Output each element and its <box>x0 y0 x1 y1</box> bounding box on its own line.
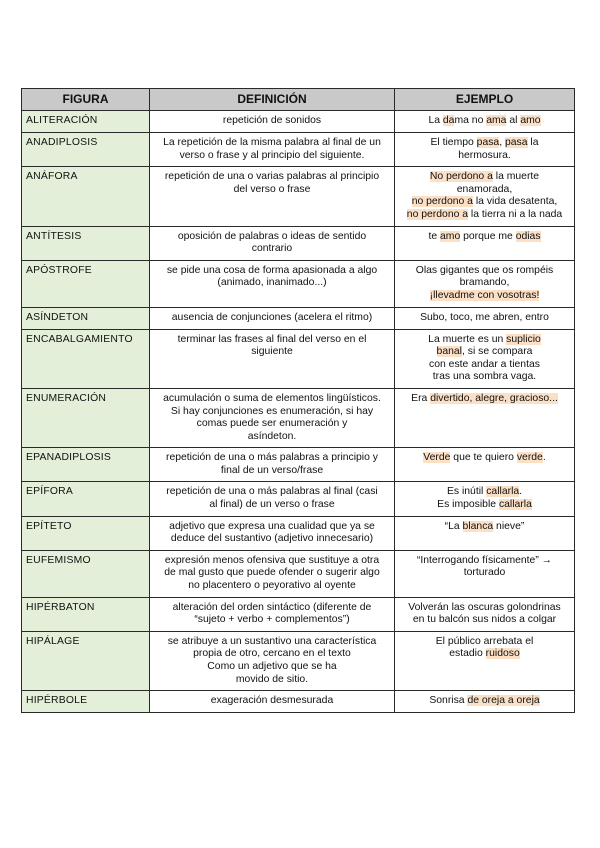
definition-line: al final) de un verso o frase <box>209 499 335 511</box>
example-highlight: da <box>442 115 455 126</box>
example-line <box>400 171 569 184</box>
figure-definition <box>150 597 395 631</box>
figure-example <box>395 550 575 597</box>
example-highlight: de oreja a oreja <box>467 695 540 707</box>
definition-line: de mal gusto que puede ofender o sugerir algo <box>164 567 380 579</box>
example-highlight: ¡llevadme con vosotras! <box>429 289 540 301</box>
example-highlight: Verde <box>423 452 451 464</box>
example-line <box>400 648 569 661</box>
figure-definition <box>150 448 395 482</box>
example-text: con este andar a tientas <box>429 358 540 370</box>
example-line <box>400 371 569 384</box>
figure-name: ALITERACIÓN <box>22 111 150 133</box>
example-highlight: no perdono a <box>411 196 473 208</box>
figure-name: HIPÉRBOLE <box>22 691 150 713</box>
example-line <box>400 636 569 649</box>
definition-line: alteración del orden sintáctico (diferente de <box>172 601 372 613</box>
figure-example <box>395 111 575 133</box>
example-highlight: pasa <box>505 137 528 148</box>
example-line <box>400 196 569 209</box>
table-row <box>22 133 575 167</box>
figure-name: EPÍFORA <box>22 482 150 516</box>
example-line <box>400 265 569 278</box>
example-highlight: odias <box>515 230 541 242</box>
table-row <box>22 307 575 329</box>
example-highlight: suplicio <box>506 333 541 345</box>
figure-definition <box>150 307 395 329</box>
definition-line: se atribuye a un sustantivo una característica <box>167 635 377 647</box>
definition-line: ausencia de conjunciones (acelera el ritmo) <box>171 311 373 323</box>
figures-table <box>21 88 575 713</box>
example-highlight: banal <box>436 346 462 358</box>
definition-line: Como un adjetivo que se ha <box>207 661 337 672</box>
example-text: Es inútil <box>446 486 487 498</box>
figure-name: ANADIPLOSIS <box>22 133 150 167</box>
figure-name: ANTÍTESIS <box>22 226 150 260</box>
figure-definition <box>150 167 395 226</box>
example-text: . <box>519 486 523 498</box>
definition-line: verso o frase y al principio del siguiente. <box>179 149 365 161</box>
example-highlight: callarla <box>498 499 532 511</box>
example-text: te <box>428 230 441 242</box>
example-line <box>400 231 569 244</box>
example-text: “La <box>444 520 463 532</box>
example-text: la muerte <box>492 171 540 183</box>
example-line <box>400 555 569 568</box>
example-highlight: divertido, alegre, gracioso... <box>430 392 558 404</box>
definition-line: contrario <box>251 243 293 255</box>
table-row <box>22 388 575 447</box>
example-line <box>400 602 569 615</box>
table-row <box>22 329 575 388</box>
table-row <box>22 550 575 597</box>
figure-name: ENCABALGAMIENTO <box>22 329 150 388</box>
definition-line: adjetivo que expresa una cualidad que ya se <box>169 520 375 532</box>
example-text: porque me <box>460 230 516 242</box>
example-highlight: No perdono a <box>429 171 493 183</box>
example-line <box>400 452 569 465</box>
example-line <box>400 184 569 197</box>
example-highlight: amo <box>520 115 541 126</box>
example-line <box>400 290 569 303</box>
table-row <box>22 226 575 260</box>
header-row <box>22 89 575 111</box>
header-definicion: DEFINICIÓN <box>150 89 395 111</box>
example-line <box>400 486 569 499</box>
figure-example <box>395 307 575 329</box>
example-line <box>400 499 569 512</box>
example-text: . <box>542 452 546 464</box>
figure-example <box>395 691 575 713</box>
figure-example <box>395 260 575 307</box>
example-highlight: no perdono a <box>406 208 469 220</box>
example-highlight: amo <box>440 230 461 242</box>
example-line <box>400 521 569 534</box>
example-highlight: blanca <box>462 520 494 532</box>
definition-line: expresión menos ofensiva que sustituye a otra <box>164 554 380 566</box>
definition-line: deduce del sustantivo (adjetivo innecesario) <box>170 533 374 545</box>
table-row <box>22 631 575 690</box>
example-text: La muerte es un <box>428 333 507 345</box>
figure-name: ASÍNDETON <box>22 307 150 329</box>
figure-definition <box>150 133 395 167</box>
definition-line: propia de otro, cercano en el texto <box>193 648 351 660</box>
figure-definition <box>150 691 395 713</box>
table-body <box>22 111 575 713</box>
example-text: Subo, toco, me abren, entro <box>420 311 549 323</box>
figure-definition <box>150 260 395 307</box>
definition-line: del verso o frase <box>233 183 311 195</box>
table-row <box>22 111 575 133</box>
example-text: , si se compara <box>461 346 533 358</box>
example-text: El tiempo <box>430 137 477 148</box>
figure-name: APÓSTROFE <box>22 260 150 307</box>
definition-line: asíndeton. <box>247 430 297 442</box>
figure-name: ENUMERACIÓN <box>22 388 150 447</box>
example-text: , <box>499 137 505 148</box>
example-line <box>400 359 569 372</box>
definition-line: siguiente <box>251 346 293 358</box>
definition-line: repetición de una o varias palabras al principio <box>164 171 380 183</box>
example-text: Sonrisa <box>429 695 468 707</box>
definition-line: acumulación o suma de elementos lingüísticos. <box>163 392 381 404</box>
example-text: ma no <box>454 115 487 126</box>
example-text: al <box>506 115 521 126</box>
figure-name: HIPÁLAGE <box>22 631 150 690</box>
example-highlight: callarla <box>486 486 520 498</box>
example-text: torturado <box>463 567 506 579</box>
example-text: enamorada, <box>456 183 513 195</box>
table-row <box>22 597 575 631</box>
figure-example <box>395 329 575 388</box>
table-row <box>22 482 575 516</box>
figure-definition <box>150 329 395 388</box>
figure-name: ANÁFORA <box>22 167 150 226</box>
definition-line: oposición de palabras o ideas de sentido <box>177 230 367 242</box>
figure-example <box>395 482 575 516</box>
definition-line: se pide una cosa de forma apasionada a algo <box>166 264 378 276</box>
figure-definition <box>150 482 395 516</box>
figure-name: EPANADIPLOSIS <box>22 448 150 482</box>
table-row <box>22 516 575 550</box>
figure-definition <box>150 111 395 133</box>
example-line <box>400 277 569 290</box>
definition-line: (animado, inanimado...) <box>217 277 327 289</box>
figure-name: EUFEMISMO <box>22 550 150 597</box>
definition-line: no placentero o peyorativo al oyente <box>188 580 356 592</box>
definition-line: movido de sitio. <box>235 673 309 685</box>
example-text: que te quiero <box>450 452 517 464</box>
example-text: Era <box>411 392 431 404</box>
definition-line: “sujeto + verbo + complementos”) <box>194 614 350 626</box>
example-text: Es imposible <box>437 499 499 511</box>
example-line <box>400 115 569 128</box>
definition-line: repetición de sonidos <box>222 115 322 126</box>
figure-example <box>395 597 575 631</box>
figure-name: HIPÉRBATON <box>22 597 150 631</box>
figure-example <box>395 516 575 550</box>
table-row <box>22 691 575 713</box>
example-text: tras una sombra vaga. <box>432 371 537 383</box>
definition-line: Si hay conjunciones es enumeración, si hay <box>170 405 374 417</box>
figure-example <box>395 133 575 167</box>
table-row <box>22 167 575 226</box>
figure-example <box>395 388 575 447</box>
example-line <box>400 614 569 627</box>
example-text: la tierra ni a la nada <box>468 208 563 220</box>
example-line <box>400 137 569 150</box>
example-highlight: ruidoso <box>485 648 520 660</box>
example-line <box>400 150 569 163</box>
example-highlight: pasa <box>476 137 500 148</box>
example-line <box>400 312 569 325</box>
figure-example <box>395 167 575 226</box>
definition-line: comas puede ser enumeración y <box>196 418 348 430</box>
example-text: bramando, <box>459 277 510 289</box>
example-line <box>400 567 569 580</box>
figure-definition <box>150 388 395 447</box>
figure-example <box>395 226 575 260</box>
definition-line: La repetición de la misma palabra al final de un <box>163 137 381 148</box>
definition-line: repetición de una o más palabras al final (casi <box>166 486 378 498</box>
example-text: La <box>428 115 443 126</box>
header-ejemplo: EJEMPLO <box>395 89 575 111</box>
header-figura: FIGURA <box>22 89 150 111</box>
figure-example <box>395 631 575 690</box>
example-text: estadio <box>449 648 486 660</box>
definition-line: final de un verso/frase <box>220 464 324 476</box>
example-text: nieve” <box>493 520 525 532</box>
figure-name: EPÍTETO <box>22 516 150 550</box>
example-line <box>400 346 569 359</box>
example-text: la vida desatenta, <box>472 196 558 208</box>
example-text: la <box>527 137 539 148</box>
definition-line: exageración desmesurada <box>210 695 334 707</box>
figure-example <box>395 448 575 482</box>
example-text: Volverán las oscuras golondrinas <box>408 601 561 613</box>
example-line <box>400 209 569 222</box>
example-text: en tu balcón sus nidos a colgar <box>412 614 557 626</box>
example-text: Olas gigantes que os rompéis <box>415 264 554 276</box>
example-line <box>400 393 569 406</box>
definition-line: terminar las frases al final del verso en el <box>177 333 367 345</box>
example-line <box>400 334 569 347</box>
figure-definition <box>150 550 395 597</box>
definition-line: repetición de una o más palabras a principio y <box>166 452 378 464</box>
figure-definition <box>150 516 395 550</box>
example-line <box>400 695 569 708</box>
example-text: hermosura. <box>458 149 511 161</box>
example-highlight: ama <box>486 115 507 126</box>
example-highlight: verde <box>516 452 543 464</box>
example-text: El público arrebata el <box>435 635 534 647</box>
table-row <box>22 260 575 307</box>
figure-definition <box>150 226 395 260</box>
figure-definition <box>150 631 395 690</box>
table-row <box>22 448 575 482</box>
example-text: “Interrogando físicamente” → <box>416 554 553 566</box>
